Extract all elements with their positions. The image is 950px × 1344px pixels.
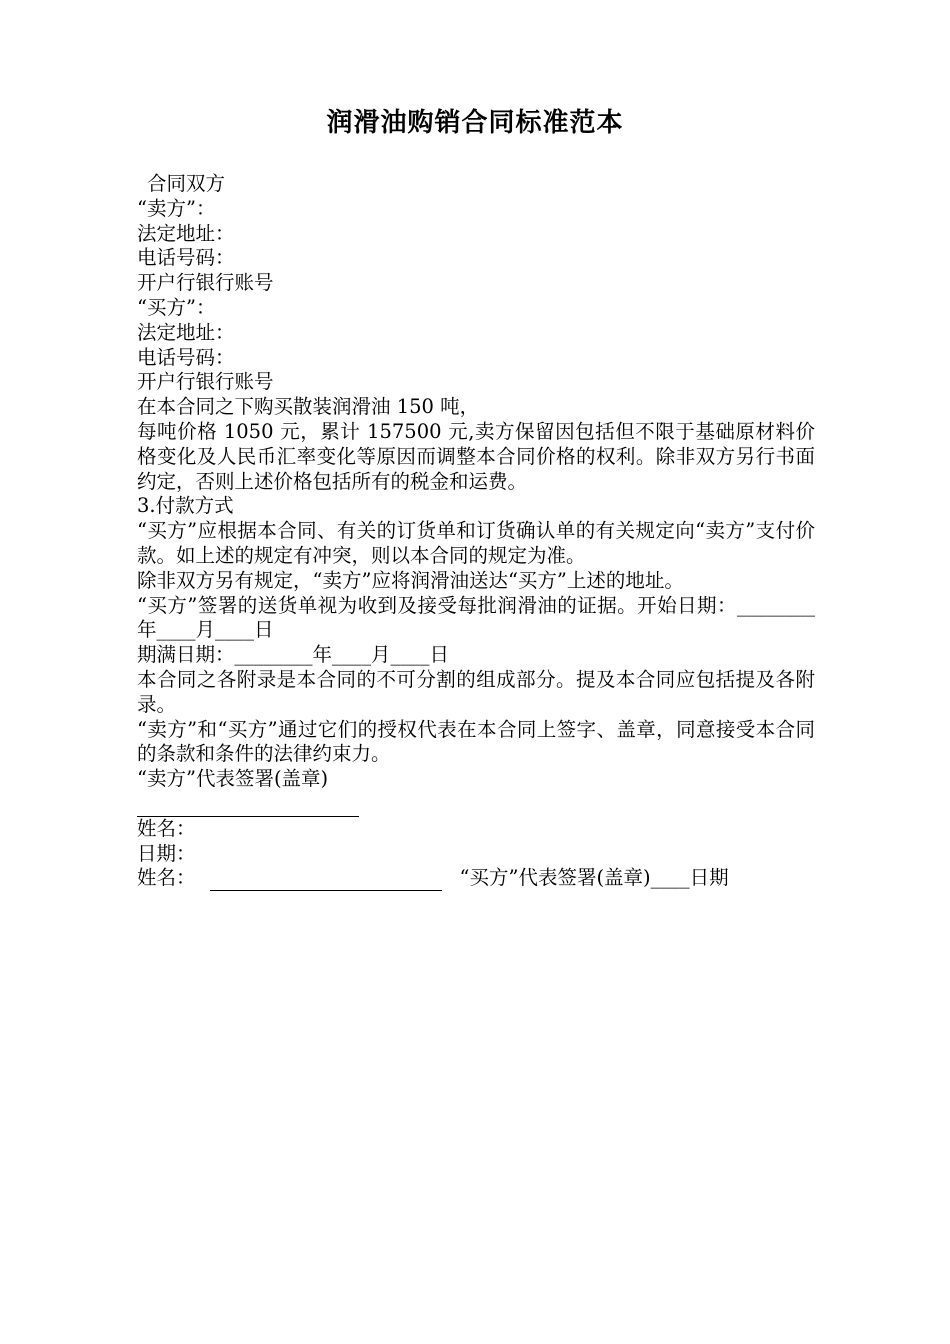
binding-clause: “卖方”和“买方”通过它们的授权代表在本合同上签字、盖章，同意接受本合同的条款和条件的法律约束力。 bbox=[137, 717, 815, 766]
expiry-date-field: 期满日期：________年____月____日 bbox=[137, 643, 450, 667]
contract-body bbox=[137, 172, 815, 891]
payment-clause: “买方”应根据本合同、有关的订货单和订货确认单的有关规定向“卖方”支付价款。如上述的规定有冲突，则以本合同的规定为准。 bbox=[137, 519, 815, 567]
seller-date-field: 日期： bbox=[137, 841, 196, 865]
buyer-name-field: 姓名： bbox=[137, 866, 196, 890]
seller-label: “卖方”： bbox=[137, 196, 216, 220]
seller-phone-field: 电话号码： bbox=[137, 246, 235, 270]
price-clause: 每吨价格 1050 元，累计 157500 元,卖方保留因包括但不限于基础原材料价格变化及人民币汇率变化等原因而调整本合同价格的权利。除非双方另行书面约定，否则上述价格包括所有的税金和运费。 bbox=[137, 419, 815, 493]
seller-signature-label: “卖方”代表签署(盖章) bbox=[137, 767, 329, 791]
buyer-name-line bbox=[210, 871, 442, 891]
receipt-clause: “买方”签署的送货单视为收到及接受每批润滑油的证据。开始日期：________年____月____日 bbox=[137, 593, 815, 642]
seller-signature-line bbox=[137, 792, 359, 817]
seller-bank-field: 开户行银行账号 bbox=[137, 271, 274, 295]
purchase-clause: 在本合同之下购买散装润滑油 150 吨， bbox=[137, 395, 480, 419]
buyer-label: “买方”： bbox=[137, 295, 216, 319]
parties-heading: 合同双方 bbox=[147, 172, 226, 195]
buyer-signature-label: “买方”代表签署(盖章)____日期 bbox=[459, 866, 729, 890]
seller-address-field: 法定地址： bbox=[137, 221, 235, 245]
payment-heading: 3.付款方式 bbox=[137, 494, 234, 518]
buyer-phone-field: 电话号码： bbox=[137, 345, 235, 369]
document-title: 润滑油购销合同标准范本 bbox=[326, 108, 624, 138]
buyer-bank-field: 开户行银行账号 bbox=[137, 370, 274, 394]
seller-name-field: 姓名： bbox=[137, 816, 196, 840]
buyer-address-field: 法定地址： bbox=[137, 320, 235, 344]
buyer-signature-row bbox=[137, 866, 815, 891]
delivery-clause: 除非双方另有规定，“卖方”应将润滑油送达“买方”上述的地址。 bbox=[137, 568, 684, 592]
annex-clause: 本合同之各附录是本合同的不可分割的组成部分。提及本合同应包括提及各附录。 bbox=[137, 667, 815, 716]
